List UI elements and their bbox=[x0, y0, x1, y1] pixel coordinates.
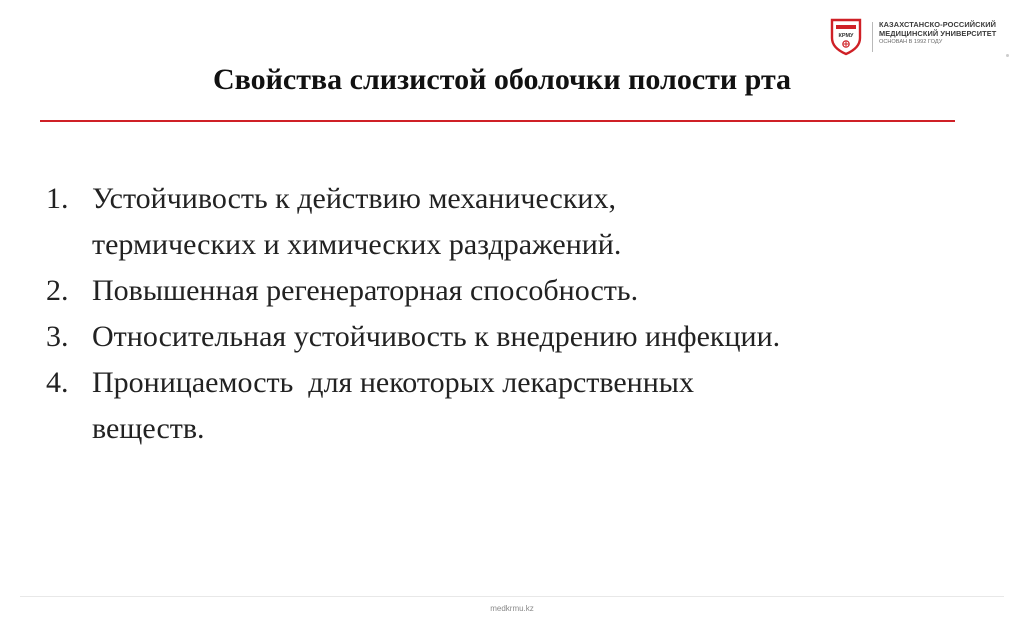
university-logo bbox=[826, 16, 1012, 58]
list-item bbox=[46, 360, 1006, 452]
footer-divider bbox=[20, 596, 1004, 597]
list-item bbox=[46, 268, 1006, 314]
corner-dot bbox=[1006, 54, 1009, 57]
list-item-number: 3. bbox=[46, 320, 69, 353]
list-item-number: 4. bbox=[46, 366, 69, 399]
list-item-line: Проницаемость для некоторых лекарственных bbox=[92, 366, 694, 399]
list-item-line: термических и химических раздражений. bbox=[92, 228, 622, 261]
list-item-line: Относительная устойчивость к внедрению инфекции. bbox=[92, 320, 781, 353]
logo-university-name-line2: МЕДИЦИНСКИЙ УНИВЕРСИТЕТ bbox=[879, 29, 997, 38]
list-item-number: 2. bbox=[46, 274, 69, 307]
list-item-number: 1. bbox=[46, 182, 69, 215]
list-item bbox=[46, 314, 1006, 360]
list-item-line: Устойчивость к действию механических, bbox=[92, 182, 616, 215]
logo-university-name-line1: КАЗАХСТАНСКО-РОССИЙСКИЙ bbox=[879, 20, 997, 29]
slide-title: Свойства слизистой оболочки полости рта bbox=[212, 63, 792, 96]
list-item-line: веществ. bbox=[92, 412, 205, 445]
logo-emblem-text: КРМУ bbox=[838, 33, 854, 39]
list-item-line: Повышенная регенераторная способность. bbox=[92, 274, 639, 307]
logo-founded-line: ОСНОВАН В 1992 ГОДУ bbox=[879, 39, 943, 45]
list-item bbox=[46, 176, 1006, 268]
footer-website: medkrmu.kz bbox=[490, 604, 534, 613]
shield-emblem-icon bbox=[826, 16, 866, 56]
title-underline bbox=[40, 120, 955, 122]
properties-list bbox=[46, 176, 1006, 452]
logo-text bbox=[879, 20, 1014, 47]
logo-divider bbox=[872, 22, 873, 52]
